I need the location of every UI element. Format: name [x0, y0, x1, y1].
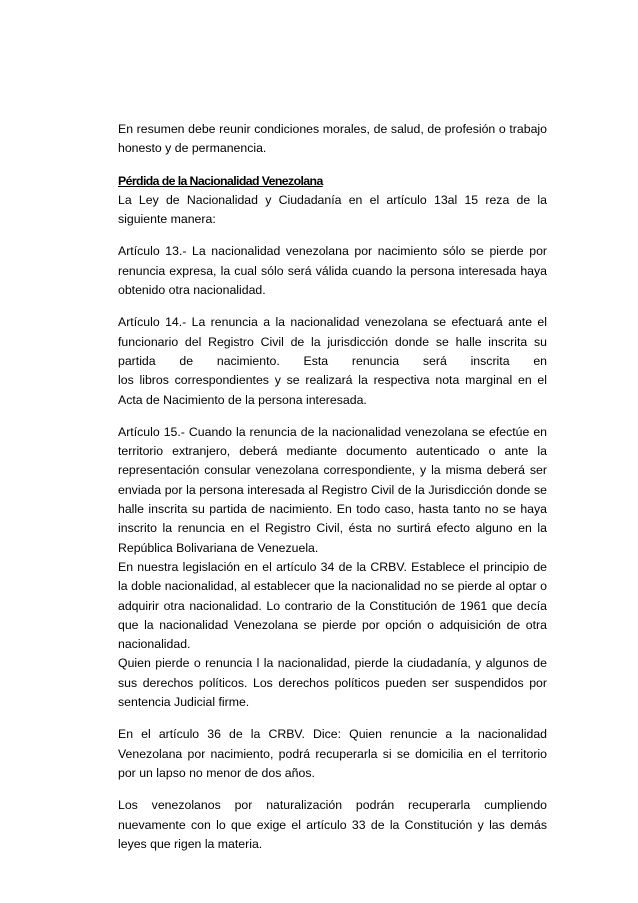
paragraph-law-intro: La Ley de Nacionalidad y Ciudadanía en el artículo 13al 15 reza de la siguiente manera: [118, 192, 547, 227]
paragraph-citizenship-loss: Quien pierde o renuncia l la nacionalidad, pierde la ciudadanía, y algunos de sus derechos políticos. Los derechos políticos pueden ser suspendidos por sentencia Judicial firme. [118, 656, 547, 710]
paragraph-gap [118, 410, 547, 423]
paragraph-gap [118, 229, 547, 242]
paragraph-article-15: Artículo 15.- Cuando la renuncia de la nacionalidad venezolana se efectúe en territorio extranjero, deberá mediante documento autenticado o ante la representación consular venezolana correspondiente, y la misma deberá ser enviada por la persona interesada al Registro Civil de la Jurisdicción donde se halle inscrita su partida de nacimiento. En todo caso, hasta tanto no se haya inscrito la renuncia en el Registro Civil, ésta no surtirá efecto alguno en la República Bolivariana de Venezuela. [118, 424, 547, 555]
paragraph-requirements: En resumen debe reunir condiciones morales, de salud, de profesión o trabajo honesto y de permanencia. [118, 122, 547, 156]
paragraph-article-13: Artículo 13.- La nacionalidad venezolana por nacimiento sólo se pierde por renuncia expresa, la cual sólo será válida cuando la persona interesada haya obtenido otra nacionalidad. [118, 244, 547, 298]
paragraph-gap [118, 712, 547, 725]
paragraph-article-14-part1: Artículo 14.- La renuncia a la nacionalidad venezolana se efectuará ante el funcionario del Registro Civil de la jurisdicción donde se halle inscrita su partida de nacimiento. Esta renuncia será inscrita en [118, 315, 547, 368]
section-heading: Pérdida de la Nacionalidad Venezolana [118, 173, 323, 188]
paragraph-gap [118, 300, 547, 313]
paragraph-gap [118, 783, 547, 796]
paragraph-naturalization: Los venezolanos por naturalización podrán recuperarla cumpliendo nuevamente con lo que exige el artículo 33 de la Constitución y las demás leyes que rigen la materia. [118, 798, 547, 851]
paragraph-article-14-part2: los libros correspondientes y se realizará la respectiva nota marginal en el Acta de Nacimiento de la persona interesada. [118, 373, 547, 407]
paragraph-gap [118, 159, 547, 172]
paragraph-dual-nationality: En nuestra legislación en el artículo 34 de la CRBV. Establece el principio de la doble nacionalidad, al establecer que la nacionalidad no se pierde al optar o adquirir otra nacionalidad. Lo contrario de la Constitución de 1961 que decía que la nacionalidad Venezolana se pierde por opción o adquisición de otra nacionalidad. [118, 559, 547, 652]
document-page [118, 120, 547, 854]
paragraph-article-36: En el artículo 36 de la CRBV. Dice: Quien renuncie a la nacionalidad Venezolana por nacimiento, podrá recuperarla si se domicilia en el territorio por un lapso no menor de dos años. [118, 727, 547, 780]
